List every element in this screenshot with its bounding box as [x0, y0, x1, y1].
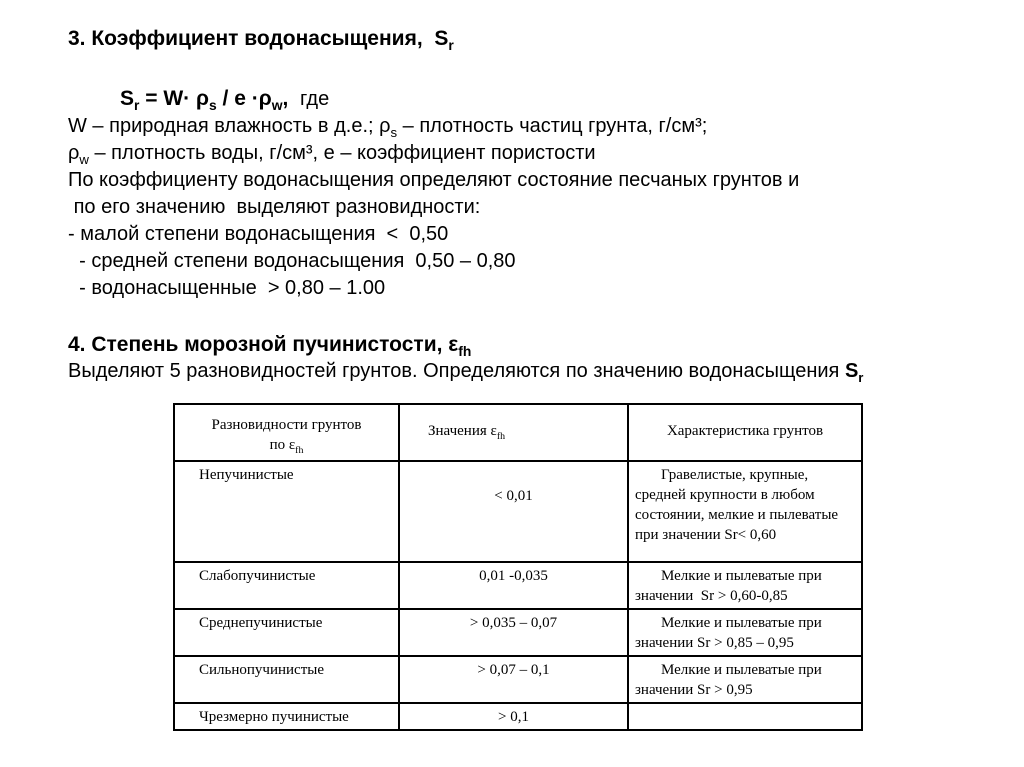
sr-symbol: $S_r$: [844, 360, 864, 385]
sr-subscript: r: [448, 37, 454, 54]
table-row: [174, 562, 862, 609]
soil-kind-cell: Среднепучинистые: [174, 609, 399, 656]
header-soil-kinds: Разновидности грунтов по $\varepsilon_{fh}$: [174, 404, 399, 461]
table-row: [174, 609, 862, 656]
state-explanation-line2: по его значению выделяют разновидности:: [68, 196, 481, 218]
table-row: [174, 703, 862, 730]
section3-heading-text: 3. Коэффициент водонасыщения,: [68, 27, 435, 50]
section3-heading: [68, 26, 1008, 54]
value-cell: 0,01 -0,035: [399, 562, 628, 609]
soil-kind-cell: Слабопучинистые: [174, 562, 399, 609]
frost-heave-table: [173, 403, 863, 731]
value-cell: > 0,07 – 0,1: [399, 656, 628, 703]
characteristic-cell: Гравелистые, крупные, средней крупности в любом состоянии, мелкие и пылеватые при значении Sr< 0,60: [628, 461, 862, 562]
variety-item-medium: - средней степени водонасыщения 0,50 – 0,80: [68, 250, 516, 272]
value-cell: < 0,01: [399, 461, 628, 562]
characteristic-cell: Мелкие и пылеватые при значении Sr > 0,95: [628, 656, 862, 703]
soil-kind-cell: Непучинистые: [174, 461, 399, 562]
header-characteristics: Характеристика грунтов: [628, 404, 862, 461]
saturation-formula: $S_r = W\cdot \rho_s / e \cdot\rho_w$, где: [120, 87, 330, 114]
variety-item-low: - малой степени водонасыщения < 0,50: [68, 223, 449, 245]
table-header-row: [174, 404, 862, 461]
table-row: [174, 461, 862, 562]
frost-heave-table-wrapper: [173, 403, 863, 731]
definition-rho-w-line: $\rho_w$ – плотность воды, г/см³, е – коэффициент пористости: [68, 142, 596, 167]
sr-symbol: $S_r$: [434, 27, 454, 54]
section4-intro-line: Выделяют 5 разновидностей грунтов. Определяются по значению водонасыщения $S_r$: [68, 360, 864, 385]
soil-kind-cell: Сильнопучинистые: [174, 656, 399, 703]
formula-where-word: где: [300, 88, 330, 110]
soil-kind-cell: Чрезмерно пучинистые: [174, 703, 399, 730]
header-values: Значения $\varepsilon_{fh}$: [399, 404, 628, 461]
epsilon-fh-subscript: fh: [458, 343, 472, 360]
definition-w-line: W – природная влажность в д.е.; $\rho_s$ – плотность частиц грунта, г/см³;: [68, 115, 708, 140]
table-row: [174, 656, 862, 703]
slide-content: [68, 26, 1008, 385]
epsilon-fh-subscript: fh: [496, 431, 506, 442]
value-cell: > 0,1: [399, 703, 628, 730]
characteristic-cell: Мелкие и пылеватые при значении Sr > 0,60-0,85: [628, 562, 862, 609]
section4-heading: 4. Степень морозной пучинистости, $\varepsilon_{fh}$: [68, 333, 472, 360]
characteristic-cell: Мелкие и пылеватые при значении Sr > 0,85 – 0,95: [628, 609, 862, 656]
variety-item-saturated: - водонасыщенные > 0,80 – 1.00: [68, 277, 386, 299]
value-cell: > 0,035 – 0,07: [399, 609, 628, 656]
characteristic-cell: [628, 703, 862, 730]
state-explanation-line: По коэффициенту водонасыщения определяют состояние песчаных грунтов и: [68, 169, 800, 191]
epsilon-fh-subscript: fh: [295, 445, 304, 456]
